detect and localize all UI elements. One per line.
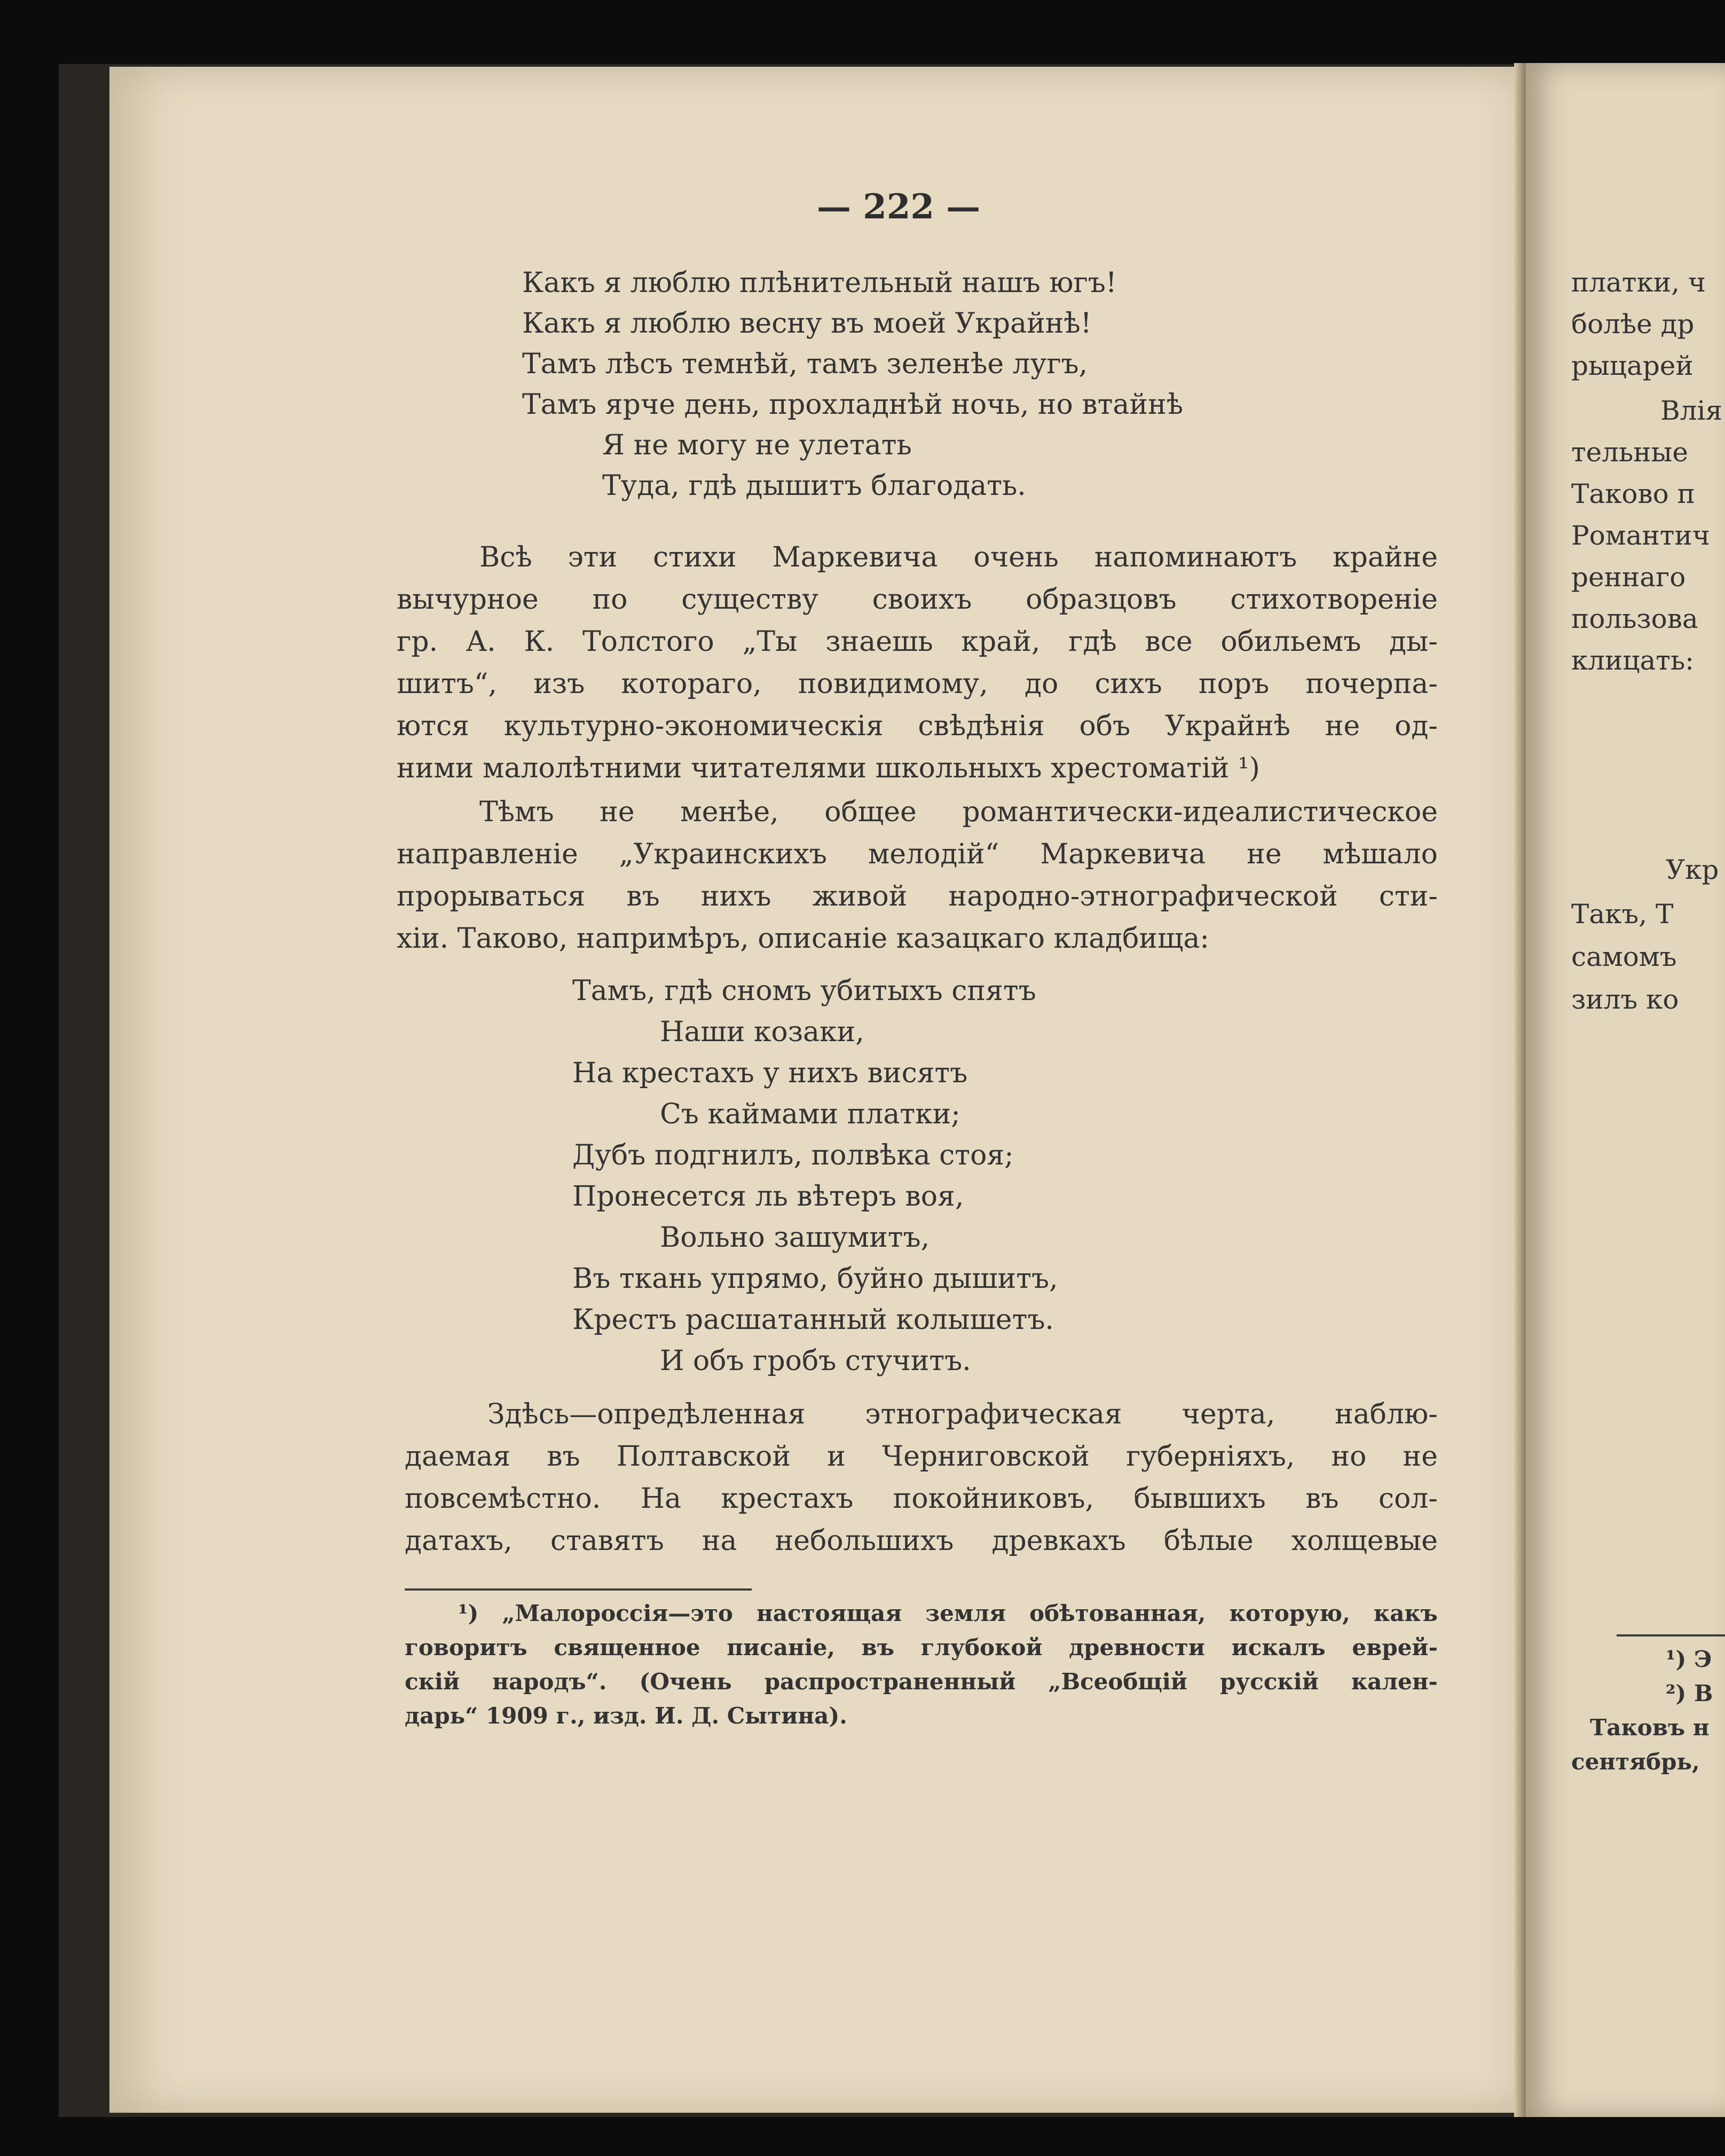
text-line: вычурное по существу своихъ образцовъ стихотвореніе (397, 584, 1438, 616)
text-line: даемая въ Полтавской и Черниговской губерніяхъ, но не (405, 1441, 1438, 1473)
footnote-line: Таковъ н (1590, 1714, 1710, 1741)
text-line: ются культурно-экономическія свѣдѣнія объ Украйнѣ не од- (397, 710, 1438, 742)
poem-line: Наши козаки, (660, 1016, 864, 1048)
poem-line: Какъ я люблю плѣнительный нашъ югъ! (522, 267, 1117, 299)
text-line: зилъ ко (1571, 984, 1679, 1015)
footnote-line: ¹) Э (1666, 1646, 1712, 1672)
text-line: Всѣ эти стихи Маркевича очень напоминаютъ крайне (479, 541, 1438, 573)
text-line: направленіе „Украинскихъ мелодій“ Маркевича не мѣшало (397, 838, 1438, 870)
footnote-line: ²) В (1666, 1680, 1713, 1706)
text-line: Такъ, Т (1571, 899, 1674, 930)
text-line: болѣе др (1571, 309, 1695, 340)
text-line: гр. А. К. Толстого „Ты знаешь край, гдѣ все обильемъ ды- (397, 626, 1438, 658)
text-line: реннаго (1571, 562, 1686, 593)
text-line: повсемѣстно. На крестахъ покойниковъ, бывшихъ въ сол- (405, 1483, 1438, 1515)
footnote-line: сентябрь, (1571, 1749, 1700, 1775)
poem-line: Я не могу не улетать (602, 429, 912, 461)
text-line: прорываться въ нихъ живой народно-этнографической сти- (397, 880, 1438, 912)
right-page-text (1526, 63, 1725, 2117)
text-line: тельные (1571, 437, 1688, 468)
poem-line: На крестахъ у нихъ висятъ (572, 1057, 968, 1089)
text-line: шитъ“, изъ котораго, повидимому, до сихъ поръ почерпа- (397, 668, 1438, 700)
text-line: хіи. Таково, напримѣръ, описаніе казацкаго кладбища: (397, 923, 1209, 955)
poem-line: Крестъ расшатанный колышетъ. (572, 1304, 1054, 1336)
text-line: Романтич (1571, 520, 1710, 551)
footnote-line: скій народъ“. (Очень распространенный „Всеобщій русскій кален- (405, 1669, 1438, 1695)
poem-line: Вольно зашумитъ, (660, 1222, 930, 1254)
page-number: — 222 — (817, 187, 981, 227)
text-line: пользова (1571, 603, 1698, 634)
poem-line: Пронесется ль вѣтеръ воя, (572, 1181, 964, 1213)
text-line: Влія (1660, 395, 1723, 426)
text-line: Здѣсь—опредѣленная этнографическая черта, наблю- (487, 1398, 1438, 1430)
text-line: Таково п (1571, 478, 1695, 509)
poem-line: Какъ я люблю весну въ моей Украйнѣ! (522, 308, 1092, 340)
poem-line: Съ каймами платки; (660, 1098, 960, 1130)
footnote-line: говоритъ священное писаніе, въ глубокой древности искалъ еврей- (405, 1634, 1438, 1661)
text-line: ними малолѣтними читателями школьныхъ хрестоматій ¹) (397, 752, 1260, 784)
text-line: клицать: (1571, 645, 1695, 676)
poem-line: Тамъ, гдѣ сномъ убитыхъ спятъ (572, 975, 1036, 1007)
text-line: рыцарей (1571, 350, 1694, 381)
footnote-line: дарь“ 1909 г., изд. И. Д. Сытина). (405, 1703, 847, 1729)
text-line: Укр (1666, 854, 1719, 885)
text-line: платки, ч (1571, 267, 1706, 298)
footnote-line: ¹) „Малороссія—это настоящая земля обѣтованная, которую, какъ (458, 1600, 1438, 1626)
poem-line: Тамъ лѣсъ темнѣй, тамъ зеленѣе лугъ, (522, 348, 1088, 380)
poem-line: Тамъ ярче день, прохладнѣй ночь, но втайнѣ (522, 389, 1184, 421)
footnote-rule (1617, 1634, 1725, 1636)
text-line: датахъ, ставятъ на небольшихъ древкахъ бѣлые холщевые (405, 1525, 1438, 1557)
footnote-rule (405, 1588, 752, 1591)
text-line: самомъ (1571, 941, 1677, 972)
text-line: Тѣмъ не менѣе, общее романтически-идеалистическое (479, 796, 1438, 828)
poem-line: Туда, гдѣ дышитъ благодать. (602, 470, 1026, 502)
poem-line: Въ ткань упрямо, буйно дышитъ, (572, 1263, 1058, 1295)
poem-line: И объ гробъ стучитъ. (660, 1345, 971, 1377)
poem-line: Дубъ подгнилъ, полвѣка стоя; (572, 1139, 1014, 1171)
